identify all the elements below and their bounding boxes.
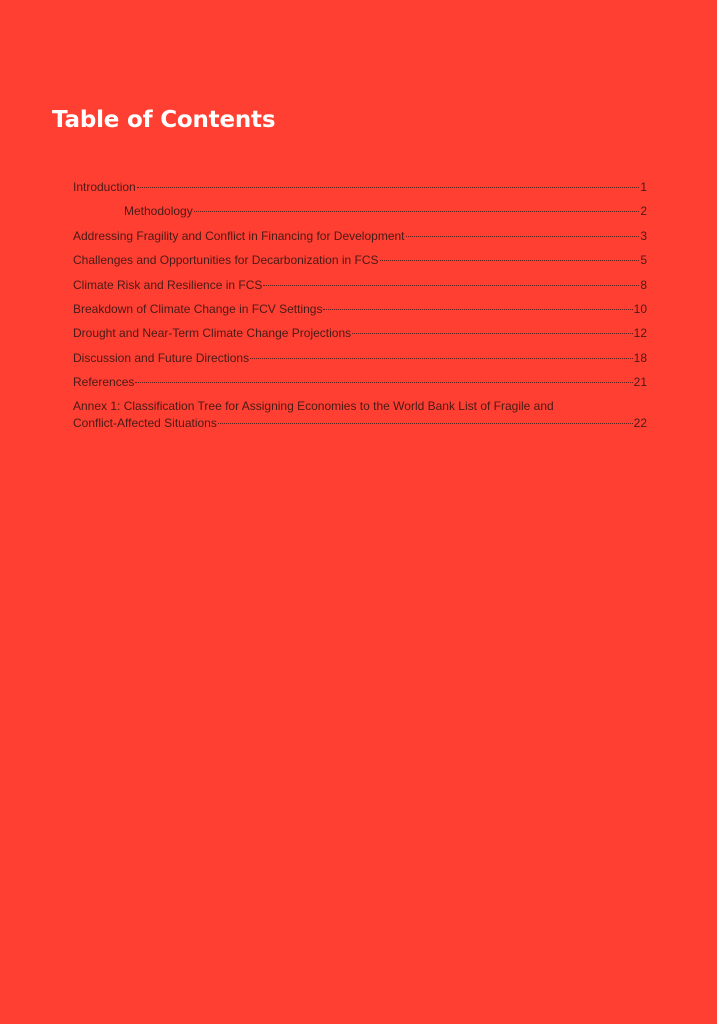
toc-entry-references[interactable] xyxy=(73,373,647,397)
dot-leader xyxy=(250,358,633,359)
toc-entry-label: Drought and Near-Term Climate Change Projections xyxy=(73,326,352,341)
toc-entry-page: 1 xyxy=(640,180,647,194)
toc-entry-label: Challenges and Opportunities for Decarbonization in FCS xyxy=(73,253,379,268)
toc-entry-label-continued: Conflict-Affected Situations xyxy=(73,415,217,430)
dot-leader xyxy=(323,309,632,310)
dot-leader xyxy=(218,423,633,424)
dot-leader xyxy=(135,382,632,383)
toc-entry-introduction[interactable] xyxy=(73,178,647,202)
toc-entry-fcv-breakdown[interactable] xyxy=(73,300,647,324)
toc-entry-label: Discussion and Future Directions xyxy=(73,350,250,365)
toc-entry-label: Addressing Fragility and Conflict in Financing for Development xyxy=(73,228,405,243)
toc-list xyxy=(73,178,647,432)
toc-entry-page: 18 xyxy=(633,350,647,365)
toc-entry-page: 12 xyxy=(633,326,647,341)
dot-leader xyxy=(263,285,639,286)
toc-title: Table of Contents xyxy=(52,107,276,133)
toc-entry-annex-1[interactable] xyxy=(73,398,647,432)
dot-leader xyxy=(406,236,640,237)
toc-entry-page: 2 xyxy=(640,204,647,219)
toc-entry-financing[interactable] xyxy=(73,227,647,251)
toc-entry-page: 21 xyxy=(633,375,647,390)
toc-entry-line2 xyxy=(73,415,647,432)
toc-entry-page: 8 xyxy=(640,277,647,292)
toc-entry-label: Climate Risk and Resilience in FCS xyxy=(73,277,263,292)
toc-entry-page: 5 xyxy=(640,253,647,268)
toc-entry-drought[interactable] xyxy=(73,324,647,348)
toc-entry-discussion[interactable] xyxy=(73,349,647,373)
toc-entry-label: Breakdown of Climate Change in FCV Settings xyxy=(73,301,323,316)
dot-leader xyxy=(380,260,640,261)
toc-entry-methodology[interactable] xyxy=(73,202,647,226)
toc-entry-page: 3 xyxy=(640,228,647,243)
toc-entry-page: 22 xyxy=(633,415,647,430)
toc-entry-label: Methodology xyxy=(124,204,193,219)
toc-entry-climate-risk[interactable] xyxy=(73,276,647,300)
toc-entry-decarbonization[interactable] xyxy=(73,251,647,275)
toc-entry-label: Introduction xyxy=(73,180,136,194)
dot-leader xyxy=(194,211,640,212)
dot-leader xyxy=(137,187,640,188)
toc-entry-label: Annex 1: Classification Tree for Assigning Economies to the World Bank List of Fragile and xyxy=(73,398,554,413)
toc-entry-page: 10 xyxy=(633,301,647,316)
dot-leader xyxy=(352,333,633,334)
toc-entry-label: References xyxy=(73,375,135,390)
